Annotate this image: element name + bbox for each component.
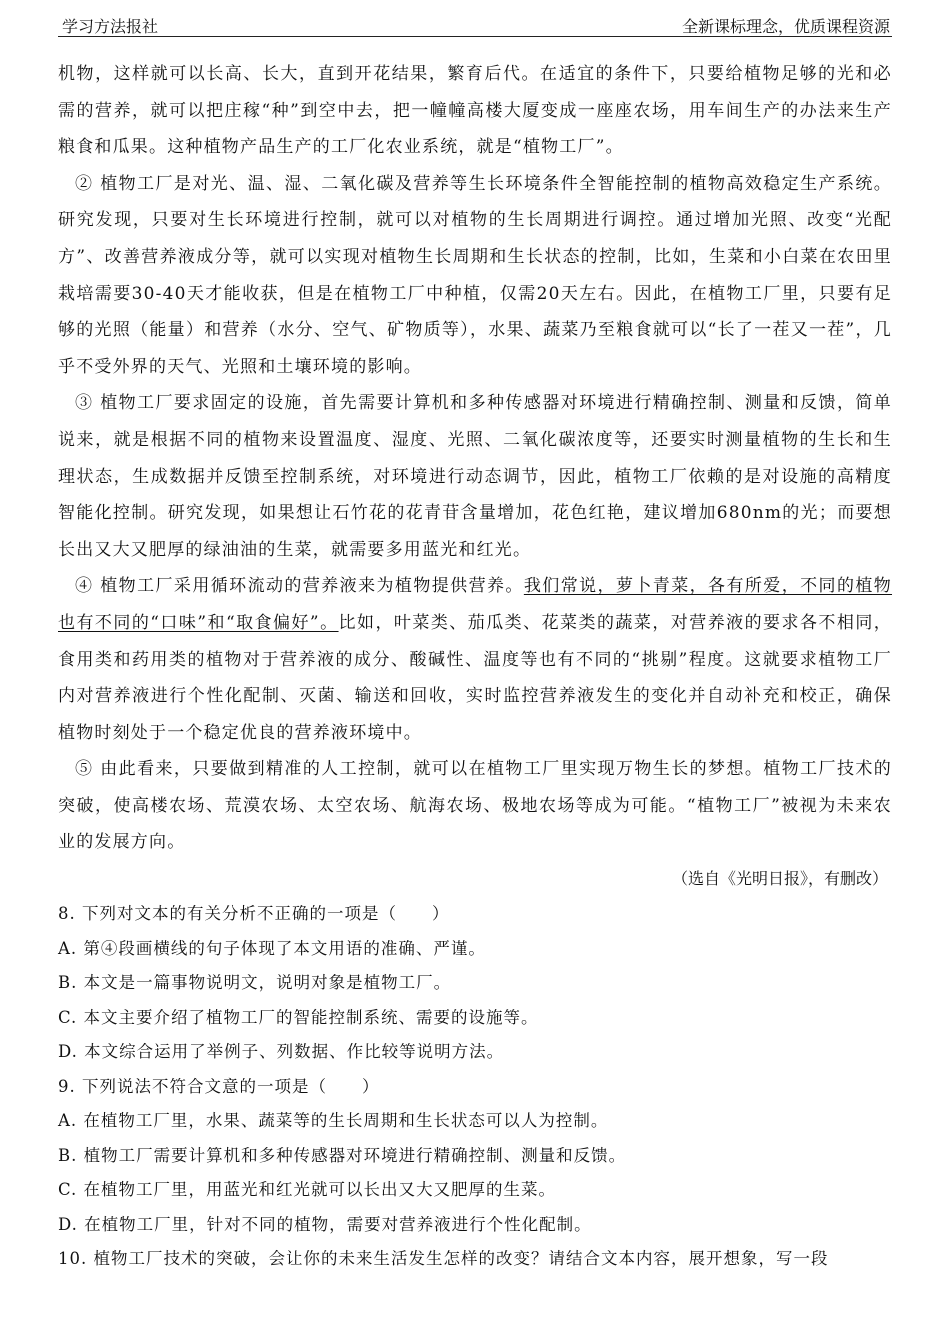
question-8-option-c: C. 本文主要介绍了植物工厂的智能控制系统、需要的设施等。 [58, 1007, 539, 1027]
document-body [58, 56, 892, 1277]
question-9-option-b: B. 植物工厂需要计算机和多种传感器对环境进行精确控制、测量和反馈。 [58, 1145, 627, 1165]
article-paragraph-3: ③ 植物工厂要求固定的设施，首先需要计算机和多种传感器对环境进行精确控制、测量和反馈，简单说来，就是根据不同的植物来设置温度、湿度、光照、二氧化碳浓度等，还要实时测量植物的生长和生理状态，生成数据并反馈至控制系统，对环境进行动态调节，因此，植物工厂依赖的是对设施的高精度智能化控制。研究发现，如果想让石竹花的花青苷含量增加，花色红艳，建议增加680nm的光；而要想长出又大又肥厚的绿油油的生菜，就需要多用蓝光和红光。 [58, 393, 892, 560]
article-paragraph-1: 机物，这样就可以长高、长大，直到开花结果，繁育后代。在适宜的条件下，只要给植物足够的光和必需的营养，就可以把庄稼“种”到空中去，把一幢幢高楼大厦变成一座座农场，用车间生产的办法来生产粮食和瓜果。这种植物产品生产的工厂化农业系统，就是“植物工厂”。 [58, 64, 892, 158]
article-paragraph-4 [58, 568, 892, 751]
question-9-option-a: A. 在植物工厂里，水果、蔬菜等的生长周期和生长状态可以人为控制。 [58, 1111, 609, 1131]
article-source: （选自《光明日报》，有删改） [671, 869, 888, 889]
question-9-option-c: C. 在植物工厂里，用蓝光和红光就可以长出又大又肥厚的生菜。 [58, 1180, 557, 1200]
article-paragraph-2: ② 植物工厂是对光、温、湿、二氧化碳及营养等生长环境条件全智能控制的植物高效稳定生产系统。研究发现，只要对生长环境进行控制，就可以对植物的生长周期进行调控。通过增加光照、改变“光配方”、改善营养液成分等，就可以实现对植物生长周期和生长状态的控制，比如，生菜和小白菜在农田里栽培需要30-40天才能收获，但是在植物工厂中种植，仅需20天左右。因此，在植物工厂里，只要有足够的光照（能量）和营养（水分、空气、矿物质等），水果、蔬菜乃至粮食就可以“长了一茬又一茬”，几乎不受外界的天气、光照和土壤环境的影响。 [58, 173, 892, 377]
article-paragraph-5: ⑤ 由此看来，只要做到精准的人工控制，就可以在植物工厂里实现万物生长的梦想。植物工厂技术的突破，使高楼农场、荒漠农场、太空农场、航海农场、极地农场等成为可能。“植物工厂”被视为未来农业的发展方向。 [58, 759, 892, 853]
paragraph-4-rest: 比如，叶菜类、茄瓜类、花菜类的蔬菜，对营养液的要求各不相同，食用类和药用类的植物对于营养液的成分、酸碱性、温度等也有不同的“挑剔”程度。这就要求植物工厂内对营养液进行个性化配制、灭菌、输送和回收，实时监控营养液发生的变化并自动补充和校正，确保植物时刻处于一个稳定优良的营养液环境中。 [58, 612, 893, 743]
question-8-option-b: B. 本文是一篇事物说明文，说明对象是植物工厂。 [58, 973, 452, 993]
question-8-option-a: A. 第④段画横线的句子体现了本文用语的准确、严谨。 [58, 938, 486, 958]
page-header [58, 10, 892, 37]
question-8: 8. 下列对文本的有关分析不正确的一项是（ ） [58, 904, 450, 924]
question-10: 10. 植物工厂技术的突破，会让你的未来生活发生怎样的改变？请结合文本内容，展开想象，写一段 [58, 1249, 829, 1269]
paragraph-4-opening: ④ 植物工厂采用循环流动的营养液来为植物提供营养。 [75, 576, 524, 597]
header-slogan: 全新课标理念，优质课程资源 [681, 17, 890, 36]
underlined-sentence: 我们常说，萝卜青菜，各有所爱，不同的植物也有不同的“口味”和“取食偏好”。 [58, 576, 893, 633]
question-9: 9. 下列说法不符合文意的一项是（ ） [58, 1076, 380, 1096]
question-8-option-d: D. 本文综合运用了举例子、列数据、作比较等说明方法。 [58, 1042, 505, 1062]
publisher-name: 学习方法报社 [62, 17, 159, 36]
question-9-option-d: D. 在植物工厂里，针对不同的植物，需要对营养液进行个性化配制。 [58, 1214, 592, 1234]
